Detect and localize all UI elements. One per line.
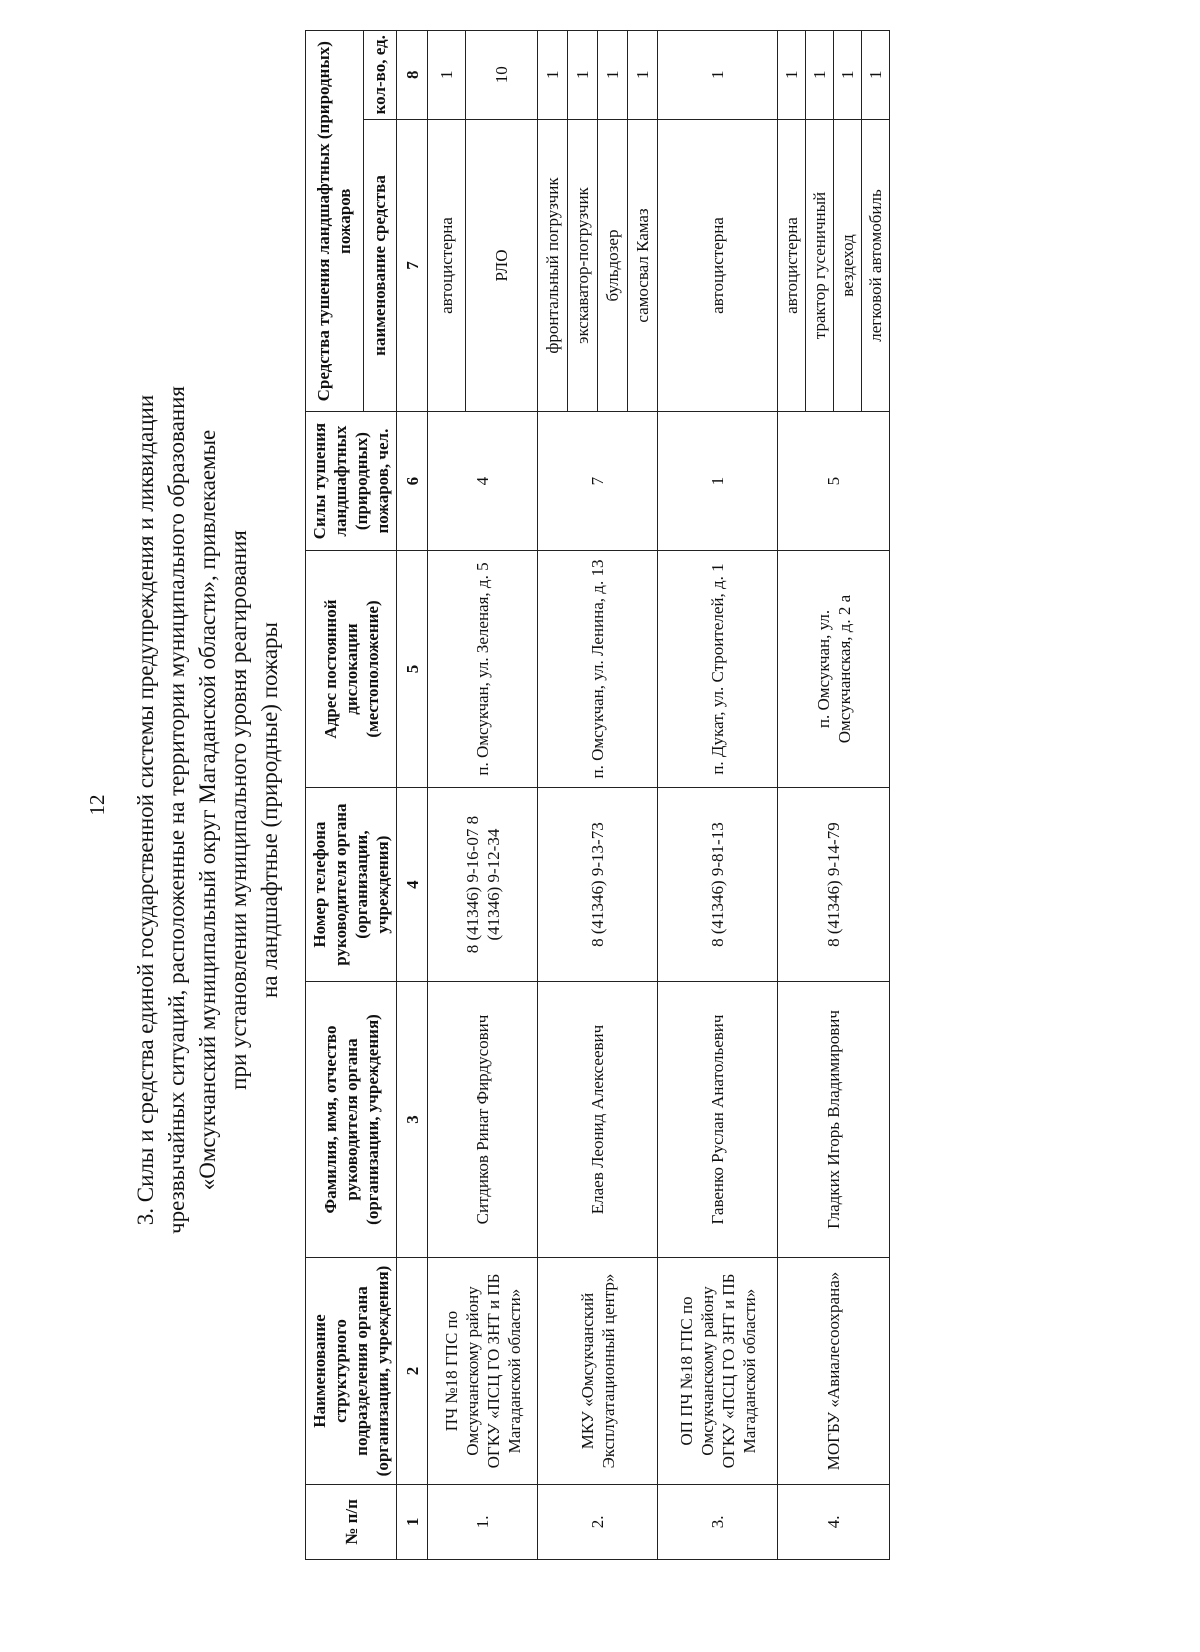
cell-means-name: трактор гусеничный — [806, 119, 834, 412]
forces-table — [305, 30, 890, 1560]
cell-means-name: фронтальный погрузчик — [538, 119, 568, 412]
table-row — [658, 31, 778, 1560]
cell-forces: 1 — [658, 412, 778, 550]
heading-line: при установлении муниципального уровня реагирования — [226, 530, 251, 1090]
col-header-phone: Номер телефона руководителя органа (организации, учреждения) — [306, 788, 397, 981]
cell-unit: МКУ «Омсукчанский Эксплуатационный центр» — [538, 1258, 658, 1485]
table-row — [428, 31, 466, 1560]
cell-phone: 8 (41346) 9-14-79 — [778, 788, 890, 981]
col-header-means: Средства тушения ландшафтных (природных) пожаров — [306, 31, 364, 412]
col-header-address: Адрес постоянной дислокации (местоположение) — [306, 550, 397, 788]
column-number: 8 — [397, 31, 428, 120]
cell-phone: 8 (41346) 9-13-73 — [538, 788, 658, 981]
table-row — [778, 31, 806, 1560]
column-number-row — [397, 31, 428, 1560]
cell-means-qty: 1 — [658, 31, 778, 120]
cell-means-qty: 1 — [538, 31, 568, 120]
cell-means-qty: 1 — [568, 31, 598, 120]
cell-means-qty: 1 — [806, 31, 834, 120]
cell-address: п. Омсукчан, ул. Ленина, д. 13 — [538, 550, 658, 788]
cell-means-qty: 1 — [598, 31, 628, 120]
cell-unit: ОП ПЧ №18 ГПС по Омсукчанскому району ОГКУ «ПСЦ ГО ЗНТ и ПБ Магаданской области» — [658, 1258, 778, 1485]
cell-means-qty: 1 — [428, 31, 466, 120]
cell-means-name: автоцистерна — [428, 119, 466, 412]
rotated-page — [0, 20, 1150, 1620]
cell-means-name: экскаватор-погрузчик — [568, 119, 598, 412]
cell-forces: 5 — [778, 412, 890, 550]
cell-head: Елаев Леонид Алексеевич — [538, 981, 658, 1257]
cell-no: 3. — [658, 1484, 778, 1559]
column-number: 5 — [397, 550, 428, 788]
column-number: 2 — [397, 1258, 428, 1485]
column-number: 4 — [397, 788, 428, 981]
cell-address: п. Омсукчан, ул. Омсукчанская, д. 2 а — [778, 550, 890, 788]
col-header-unit: Наименование структурного подразделения органа (организации, учреждения) — [306, 1258, 397, 1485]
cell-means-name: автоцистерна — [658, 119, 778, 412]
cell-address: п. Омсукчан, ул. Зеленая, д. 5 — [428, 550, 538, 788]
cell-means-name: автоцистерна — [778, 119, 806, 412]
heading-line: «Омсукчанский муниципальный округ Магаданской области», привлекаемые — [195, 429, 220, 1191]
cell-head: Ситдиков Ринат Фирдусович — [428, 981, 538, 1257]
col-header-head: Фамилия, имя, отчество руководителя органа (организации, учреждения) — [306, 981, 397, 1257]
page-number: 12 — [85, 794, 109, 816]
cell-phone: 8 (41346) 9-81-13 — [658, 788, 778, 981]
col-header-means-name: наименование средства — [363, 119, 396, 412]
cell-means-name: РЛО — [466, 119, 538, 412]
cell-means-qty: 1 — [628, 31, 658, 120]
cell-head: Гавенко Руслан Анатольевич — [658, 981, 778, 1257]
table-row — [538, 31, 568, 1560]
cell-head: Гладких Игорь Владимирович — [778, 981, 890, 1257]
cell-no: 2. — [538, 1484, 658, 1559]
cell-address: п. Дукат, ул. Строителей, д. 1 — [658, 550, 778, 788]
col-header-forces: Силы тушения ландшафтных (природных) пожаров, чел. — [306, 412, 397, 550]
cell-phone: 8 (41346) 9-16-07 8 (41346) 9-12-34 — [428, 788, 538, 981]
column-number: 6 — [397, 412, 428, 550]
col-header-means-qty: кол-во, ед. — [363, 31, 396, 120]
cell-means-qty: 10 — [466, 31, 538, 120]
cell-no: 1. — [428, 1484, 538, 1559]
col-header-no: № п/п — [306, 1484, 397, 1559]
cell-means-name: легковой автомобиль — [862, 119, 890, 412]
column-number: 1 — [397, 1484, 428, 1559]
cell-means-name: вездеход — [834, 119, 862, 412]
cell-means-name: самосвал Камаз — [628, 119, 658, 412]
column-number: 3 — [397, 981, 428, 1257]
cell-forces: 4 — [428, 412, 538, 550]
cell-unit: МОГБУ «Авиалесоохрана» — [778, 1258, 890, 1485]
column-number: 7 — [397, 119, 428, 412]
table-body — [397, 31, 890, 1560]
heading-line: 3. Силы и средства единой государственной системы предупреждения и ликвидации — [133, 394, 158, 1226]
cell-means-qty: 1 — [834, 31, 862, 120]
document-heading — [130, 210, 285, 1410]
cell-no: 4. — [778, 1484, 890, 1559]
cell-forces: 7 — [538, 412, 658, 550]
cell-means-name: бульдозер — [598, 119, 628, 412]
heading-line: чрезвычайных ситуаций, расположенные на территории муниципального образования — [164, 386, 189, 1234]
cell-unit: ПЧ №18 ГПС по Омсукчанскому району ОГКУ «ПСЦ ГО ЗНТ и ПБ Магаданской области» — [428, 1258, 538, 1485]
cell-means-qty: 1 — [862, 31, 890, 120]
cell-means-qty: 1 — [778, 31, 806, 120]
heading-line: на ландшафтные (природные) пожары — [257, 621, 282, 999]
